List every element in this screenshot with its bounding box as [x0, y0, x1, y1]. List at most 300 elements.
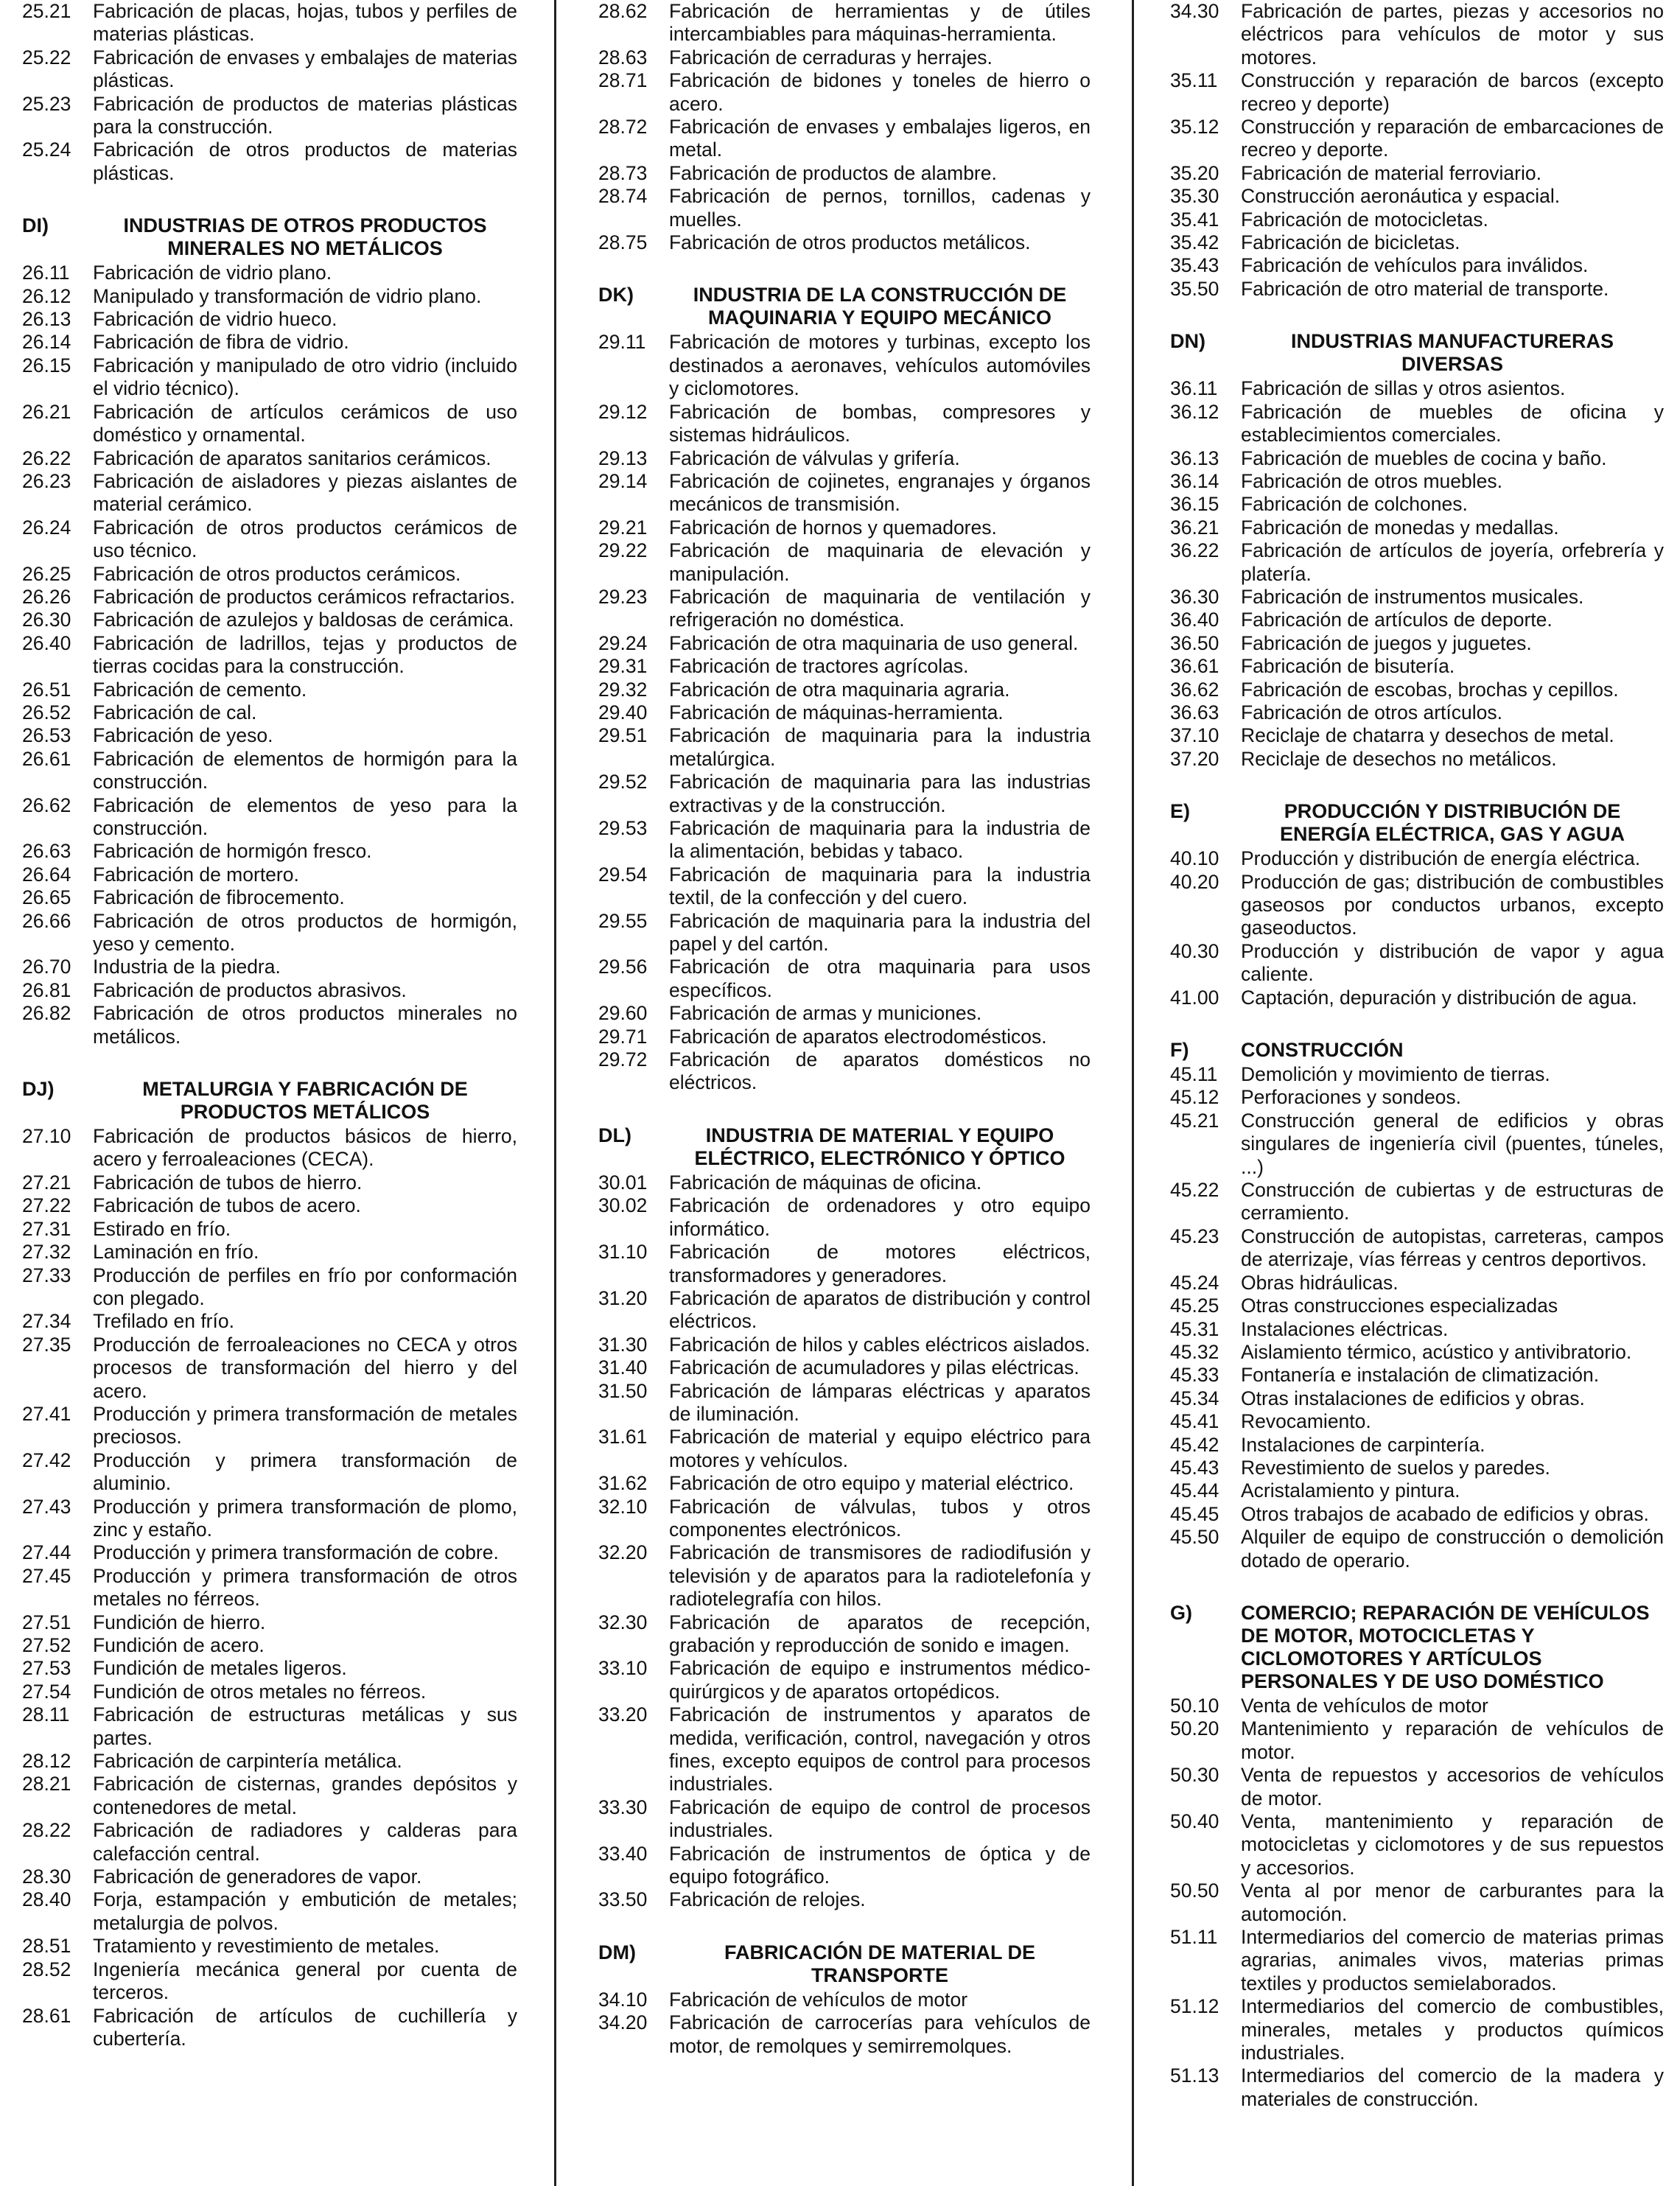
section-heading: [22, 214, 517, 260]
activity-description: Fabricación de yeso.: [93, 724, 273, 747]
activity-description: Construcción y reparación de barcos (excepto recreo y deporte): [1241, 69, 1664, 115]
activity-description: Fabricación de otra maquinaria para usos específicos.: [669, 956, 1091, 1001]
activity-code: 27.41: [22, 1402, 71, 1425]
activity-code: 27.32: [22, 1241, 71, 1264]
column-2: [598, 0, 1091, 2058]
activity-description: Fabricación de instrumentos y aparatos de medida, verificación, control, navegación y otros fines, excepto equipos de control para procesos industriales.: [669, 1703, 1091, 1796]
activity-code: 25.21: [22, 0, 71, 22]
activity-entry: [1170, 701, 1664, 724]
activity-code: 33.40: [598, 1842, 648, 1865]
activity-description: Fabricación de otros productos de materias plásticas.: [93, 139, 517, 184]
activity-entry: [22, 840, 517, 863]
activity-description: Fabricación de placas, hojas, tubos y perfiles de materias plásticas.: [93, 0, 517, 46]
activity-code: 34.20: [598, 2011, 648, 2034]
section-heading: [598, 1941, 1091, 1987]
activity-code: 41.00: [1170, 986, 1219, 1009]
activity-description: Fabricación de maquinaria para la industria metalúrgica.: [669, 724, 1091, 770]
activity-description: Perforaciones y sondeos.: [1241, 1086, 1462, 1109]
activity-description: Fabricación de muebles de oficina y establecimientos comerciales.: [1241, 400, 1664, 446]
activity-description: Fundición de otros metales no férreos.: [93, 1680, 427, 1703]
activity-entry: [1170, 1810, 1664, 1880]
activity-description: Fabricación de cemento.: [93, 678, 307, 701]
activity-entry: [22, 1958, 517, 2005]
activity-description: Fabricación de acumuladores y pilas eléctricas.: [669, 1356, 1079, 1379]
activity-code: 27.21: [22, 1171, 71, 1194]
activity-code: 26.11: [22, 262, 70, 284]
activity-description: Fabricación de aparatos de distribución y control eléctricos.: [669, 1286, 1091, 1333]
activity-entry: [598, 447, 1091, 470]
activity-code: 36.11: [1170, 377, 1218, 400]
activity-description: Fabricación de cojinetes, engranajes y órganos mecánicos de transmisión.: [669, 469, 1091, 516]
activity-code: 26.25: [22, 562, 71, 585]
activity-entry: [1170, 116, 1664, 162]
activity-code: 29.32: [598, 678, 648, 701]
activity-entry: [22, 886, 517, 909]
section-heading: [1170, 1602, 1664, 1693]
section-heading: [22, 1078, 517, 1124]
activity-entry: [22, 1703, 517, 1750]
activity-code: 35.42: [1170, 231, 1219, 254]
activity-description: Fabricación de válvulas y grifería.: [669, 446, 960, 469]
activity-description: Intermediarios del comercio de la madera y materiales de construcción.: [1241, 2064, 1664, 2110]
activity-code: 28.52: [22, 1958, 71, 1980]
activity-description: Fabricación de equipo e instrumentos médico-quirúrgicos y de aparatos ortopédicos.: [669, 1657, 1091, 1703]
activity-description: Fabricación de productos cerámicos refractarios.: [93, 585, 515, 608]
activity-description: Fabricación de otros artículos.: [1241, 701, 1502, 724]
activity-entry: [598, 1194, 1091, 1241]
activity-description: Fabricación de lámparas eléctricas y aparatos de iluminación.: [669, 1379, 1091, 1425]
activity-description: Venta, mantenimiento y reparación de motocicletas y ciclomotores y de sus repuestos y accesorios.: [1241, 1810, 1664, 1879]
activity-description: Fabricación de artículos de deporte.: [1241, 609, 1553, 631]
activity-entry: [22, 701, 517, 724]
activity-description: Fabricación de ordenadores y otro equipo informático.: [669, 1194, 1091, 1240]
activity-entry: [22, 1449, 517, 1496]
activity-description: Obras hidráulicas.: [1241, 1271, 1399, 1294]
section-heading: [1170, 800, 1664, 846]
activity-entry: [1170, 847, 1664, 870]
activity-description: Fabricación de envases y embalajes ligeros, en metal.: [669, 116, 1091, 161]
column-divider: [554, 0, 556, 2186]
activity-description: Fabricación de aparatos sanitarios cerámicos.: [93, 446, 491, 469]
activity-entry: [22, 516, 517, 563]
activity-entry: [598, 1888, 1091, 1911]
activity-entry: [22, 724, 517, 747]
activity-description: Fabricación de vidrio plano.: [93, 262, 332, 284]
activity-entry: [598, 1048, 1091, 1095]
activity-code: 50.30: [1170, 1764, 1219, 1787]
activity-entry: [22, 1935, 517, 1958]
activity-description: Fabricación de tubos de acero.: [93, 1194, 361, 1217]
activity-code: 45.33: [1170, 1364, 1219, 1387]
activity-code: 26.64: [22, 863, 71, 886]
activity-code: 50.50: [1170, 1880, 1219, 1902]
activity-description: Fabricación de artículos de cuchillería y cubertería.: [93, 2004, 517, 2050]
activity-entry: [1170, 1387, 1664, 1410]
activity-description: Fabricación de sillas y otros asientos.: [1241, 377, 1566, 400]
activity-description: Demolición y movimiento de tierras.: [1241, 1063, 1550, 1086]
activity-code: 45.24: [1170, 1271, 1219, 1294]
activity-code: 29.14: [598, 469, 648, 492]
activity-code: 26.53: [22, 724, 71, 747]
activity-code: 27.52: [22, 1634, 71, 1656]
activity-code: 33.20: [598, 1703, 648, 1726]
activity-entry: [598, 516, 1091, 539]
activity-description: Fabricación de equipo de control de procesos industriales.: [669, 1796, 1091, 1842]
activity-entry: [1170, 0, 1664, 69]
activity-entry: [598, 231, 1091, 254]
activity-code: 28.12: [22, 1750, 71, 1773]
activity-entry: [1170, 516, 1664, 539]
activity-entry: [22, 354, 517, 401]
activity-code: 36.21: [1170, 516, 1219, 539]
activity-description: Producción de perfiles en frío por conformación con plegado.: [93, 1264, 517, 1309]
activity-code: 26.15: [22, 354, 71, 376]
activity-description: Fabricación de relojes.: [669, 1888, 866, 1911]
activity-entry: [22, 1125, 517, 1171]
activity-description: Fabricación de vehículos de motor: [669, 1988, 968, 2011]
activity-entry: [598, 771, 1091, 817]
activity-entry: [598, 1796, 1091, 1843]
activity-description: Fabricación de otros productos minerales no metálicos.: [93, 1002, 517, 1048]
activity-description: Construcción de autopistas, carreteras, campos de aterrizaje, vías férreas y centros deportivos.: [1241, 1225, 1664, 1271]
section-heading: [1170, 1039, 1664, 1062]
section-title: CONSTRUCCIÓN: [1241, 1039, 1404, 1062]
activity-code: 51.13: [1170, 2064, 1219, 2087]
activity-description: Fabricación de hornos y quemadores.: [669, 516, 997, 539]
activity-description: Fabricación de mortero.: [93, 863, 299, 886]
activity-description: Manipulado y transformación de vidrio plano.: [93, 284, 482, 307]
activity-code: 27.42: [22, 1448, 71, 1471]
activity-entry: [598, 1472, 1091, 1495]
activity-entry: [22, 139, 517, 185]
activity-code: 29.24: [598, 631, 648, 654]
activity-entry: [22, 470, 517, 516]
activity-description: Construcción aeronáutica y espacial.: [1241, 185, 1561, 208]
activity-code: 28.71: [598, 69, 648, 92]
activity-code: 36.61: [1170, 655, 1219, 678]
activity-entry: [22, 285, 517, 308]
activity-code: 29.55: [598, 909, 648, 932]
activity-entry: [22, 1888, 517, 1935]
activity-description: Fabricación de cisternas, grandes depósitos y contenedores de metal.: [93, 1773, 517, 1818]
activity-description: Fabricación de armas y municiones.: [669, 1002, 982, 1025]
activity-description: Fabricación de azulejos y baldosas de cerámica.: [93, 609, 514, 631]
activity-entry: [1170, 2064, 1664, 2111]
activity-entry: [1170, 1926, 1664, 1995]
activity-code: 28.63: [598, 46, 648, 69]
activity-description: Fabricación de tractores agrícolas.: [669, 655, 969, 678]
activity-description: Fabricación de instrumentos musicales.: [1241, 585, 1584, 608]
activity-entry: [22, 1773, 517, 1819]
activity-entry: [598, 185, 1091, 231]
activity-entry: [598, 1657, 1091, 1703]
activity-entry: [22, 46, 517, 93]
activity-code: 27.10: [22, 1125, 71, 1148]
activity-description: Producción y distribución de energía eléctrica.: [1241, 847, 1641, 870]
activity-description: Fabricación de cal.: [93, 701, 257, 724]
activity-code: 26.24: [22, 516, 71, 539]
activity-code: 28.30: [22, 1866, 71, 1888]
activity-code: 45.50: [1170, 1526, 1219, 1549]
activity-description: Fabricación de monedas y medallas.: [1241, 516, 1559, 539]
activity-description: Fabricación de material ferroviario.: [1241, 161, 1541, 184]
activity-code: 35.41: [1170, 208, 1219, 231]
activity-description: Fabricación de productos básicos de hierro, acero y ferroaleaciones (CECA).: [93, 1125, 517, 1171]
activity-description: Fabricación de vehículos para inválidos.: [1241, 254, 1589, 277]
activity-code: 27.34: [22, 1310, 71, 1333]
activity-entry: [22, 0, 517, 46]
activity-description: Fabricación de envases y embalajes de materias plásticas.: [93, 46, 517, 92]
activity-description: Fabricación de aparatos electrodomésticos.: [669, 1025, 1047, 1048]
activity-code: 28.75: [598, 231, 648, 254]
activity-entry: [1170, 1341, 1664, 1364]
activity-code: 33.10: [598, 1657, 648, 1680]
activity-description: Fabricación de otra maquinaria agraria.: [669, 678, 1010, 701]
section-letter: DM): [598, 1941, 636, 1963]
activity-code: 27.31: [22, 1217, 71, 1240]
activity-entry: [1170, 1364, 1664, 1387]
activity-entry: [22, 1866, 517, 1888]
activity-entry: [1170, 162, 1664, 185]
activity-entry: [1170, 377, 1664, 400]
section-title: INDUSTRIAS DE OTROS PRODUCTOS MINERALES NO METÁLICOS: [123, 214, 487, 260]
activity-code: 29.12: [598, 400, 648, 423]
activity-code: 26.62: [22, 794, 71, 816]
activity-code: 32.30: [598, 1611, 648, 1633]
activity-entry: [1170, 632, 1664, 655]
activity-description: Fabricación de maquinaria de ventilación y refrigeración no doméstica.: [669, 585, 1091, 631]
activity-description: Fabricación de otros productos cerámicos.: [93, 562, 461, 585]
activity-code: 27.53: [22, 1657, 71, 1680]
activity-description: Otros trabajos de acabado de edificios y obras.: [1241, 1502, 1649, 1525]
activity-code: 25.23: [22, 92, 71, 115]
column-3: [1170, 0, 1664, 2111]
activity-description: Fabricación de motores eléctricos, transformadores y generadores.: [669, 1241, 1091, 1286]
activity-description: Forja, estampación y embutición de metales; metalurgia de polvos.: [93, 1888, 517, 1934]
activity-code: 51.11: [1170, 1926, 1218, 1949]
activity-entry: [1170, 185, 1664, 208]
column-1: [22, 0, 517, 2050]
activity-description: Producción y primera transformación de otros metales no férreos.: [93, 1564, 517, 1611]
activity-entry: [22, 1565, 517, 1611]
activity-entry: [22, 1657, 517, 1680]
activity-code: 28.11: [22, 1703, 70, 1726]
activity-code: 36.22: [1170, 539, 1219, 562]
activity-entry: [598, 470, 1091, 516]
activity-code: 26.23: [22, 469, 71, 492]
activity-code: 27.45: [22, 1564, 71, 1587]
activity-code: 29.56: [598, 956, 648, 978]
activity-description: Fabricación de maquinaria para las industrias extractivas y de la construcción.: [669, 771, 1091, 816]
activity-entry: [598, 331, 1091, 400]
activity-entry: [598, 679, 1091, 701]
section-letter: DL): [598, 1124, 631, 1146]
activity-description: Industria de la piedra.: [93, 956, 281, 978]
activity-entry: [22, 1750, 517, 1773]
activity-code: 36.12: [1170, 400, 1219, 423]
activity-entry: [22, 1334, 517, 1403]
section-title: INDUSTRIAS MANUFACTURERAS DIVERSAS: [1291, 330, 1614, 376]
activity-code: 29.72: [598, 1048, 648, 1071]
activity-entry: [22, 1241, 517, 1264]
activity-entry: [598, 1496, 1091, 1542]
activity-entry: [22, 586, 517, 609]
activity-entry: [598, 2011, 1091, 2058]
section-letter: E): [1170, 800, 1190, 823]
activity-entry: [1170, 1086, 1664, 1109]
activity-code: 32.10: [598, 1495, 648, 1518]
activity-entry: [1170, 1318, 1664, 1341]
activity-entry: [22, 679, 517, 701]
activity-code: 27.33: [22, 1264, 71, 1286]
activity-code: 26.82: [22, 1002, 71, 1025]
activity-entry: [22, 1194, 517, 1217]
section-heading: [598, 1124, 1091, 1170]
activity-code: 28.51: [22, 1935, 71, 1958]
activity-code: 28.74: [598, 185, 648, 208]
activity-code: 26.70: [22, 956, 71, 978]
activity-code: 45.45: [1170, 1502, 1219, 1525]
activity-code: 27.44: [22, 1541, 71, 1564]
activity-entry: [598, 1026, 1091, 1048]
activity-entry: [598, 1843, 1091, 1889]
activity-code: 26.13: [22, 308, 71, 331]
activity-entry: [22, 794, 517, 841]
activity-entry: [22, 93, 517, 139]
activity-description: Producción y primera transformación de metales preciosos.: [93, 1402, 517, 1448]
activity-entry: [1170, 1410, 1664, 1433]
activity-description: Ingeniería mecánica general por cuenta de terceros.: [93, 1958, 517, 2004]
activity-code: 36.62: [1170, 678, 1219, 701]
activity-description: Fabricación de bombas, compresores y sistemas hidráulicos.: [669, 400, 1091, 446]
activity-code: 45.25: [1170, 1295, 1219, 1317]
activity-description: Producción de ferroaleaciones no CECA y otros procesos de transformación del hierro y del acero.: [93, 1333, 517, 1402]
activity-entry: [598, 1611, 1091, 1658]
section-letter: G): [1170, 1601, 1192, 1624]
activity-description: Fabricación de cerraduras y herrajes.: [669, 46, 993, 69]
activity-entry: [598, 69, 1091, 116]
activity-code: 50.40: [1170, 1810, 1219, 1832]
activity-code: 29.51: [598, 724, 648, 747]
activity-entry: [22, 308, 517, 331]
activity-description: Fabricación de fibra de vidrio.: [93, 331, 349, 354]
activity-code: 26.22: [22, 446, 71, 469]
activity-code: 45.43: [1170, 1456, 1219, 1479]
activity-code: 25.22: [22, 46, 71, 69]
activity-code: 33.30: [598, 1796, 648, 1818]
activity-description: Venta de vehículos de motor: [1241, 1694, 1488, 1717]
activity-code: 37.20: [1170, 747, 1219, 770]
activity-entry: [598, 46, 1091, 69]
activity-description: Venta de repuestos y accesorios de vehículos de motor.: [1241, 1764, 1664, 1810]
activity-description: Fontanería e instalación de climatización.: [1241, 1364, 1600, 1387]
activity-entry: [22, 956, 517, 978]
activity-code: 26.65: [22, 886, 71, 909]
activity-description: Fabricación de productos abrasivos.: [93, 978, 407, 1001]
activity-code: 45.12: [1170, 1086, 1219, 1109]
activity-code: 45.41: [1170, 1410, 1219, 1433]
activity-entry: [22, 1002, 517, 1048]
activity-entry: [598, 956, 1091, 1002]
activity-description: Fabricación de artículos de joyería, orfebrería y platería.: [1241, 539, 1664, 585]
activity-entry: [598, 1989, 1091, 2011]
activity-description: Fabricación de máquinas-herramienta.: [669, 701, 1004, 724]
activity-code: 30.01: [598, 1171, 648, 1194]
activity-entry: [598, 1171, 1091, 1194]
activity-entry: [1170, 1880, 1664, 1926]
activity-description: Fabricación de artículos cerámicos de uso doméstico y ornamental.: [93, 400, 517, 446]
activity-code: 30.02: [598, 1194, 648, 1217]
activity-description: Fabricación de otro material de transporte.: [1241, 277, 1609, 300]
activity-code: 31.62: [598, 1472, 648, 1495]
section-letter: F): [1170, 1039, 1189, 1062]
activity-code: 29.53: [598, 817, 648, 839]
activity-description: Venta al por menor de carburantes para la automoción.: [1241, 1880, 1664, 1925]
activity-description: Reciclaje de desechos no metálicos.: [1241, 747, 1557, 770]
activity-entry: [22, 331, 517, 354]
activity-code: 35.20: [1170, 161, 1219, 184]
activity-entry: [1170, 1272, 1664, 1295]
activity-entry: [22, 262, 517, 284]
activity-entry: [598, 701, 1091, 724]
activity-description: Fabricación de bicicletas.: [1241, 231, 1460, 254]
activity-code: 29.52: [598, 771, 648, 794]
activity-description: Fabricación de vidrio hueco.: [93, 308, 337, 331]
activity-code: 26.30: [22, 609, 71, 631]
activity-code: 45.31: [1170, 1317, 1219, 1340]
activity-description: Fabricación de máquinas de oficina.: [669, 1171, 982, 1194]
activity-code: 27.54: [22, 1680, 71, 1703]
activity-entry: [1170, 1717, 1664, 1764]
activity-description: Alquiler de equipo de construcción o demolición dotado de operario.: [1241, 1526, 1664, 1572]
activity-description: Fabricación de aparatos de recepción, grabación y reproducción de sonido e imagen.: [669, 1611, 1091, 1656]
activity-description: Fabricación de transmisores de radiodifusión y televisión y de aparatos para la radiotelefonía y radiotelegrafía con hilos.: [669, 1541, 1091, 1611]
activity-code: 35.50: [1170, 277, 1219, 300]
activity-code: 26.63: [22, 840, 71, 863]
activity-entry: [1170, 1695, 1664, 1717]
activity-description: Fundición de acero.: [93, 1634, 265, 1656]
activity-entry: [598, 1287, 1091, 1334]
activity-description: Instalaciones eléctricas.: [1241, 1317, 1449, 1340]
activity-entry: [598, 1426, 1091, 1472]
activity-code: 29.11: [598, 331, 646, 354]
activity-entry: [22, 401, 517, 447]
activity-code: 45.23: [1170, 1225, 1219, 1247]
activity-code: 50.20: [1170, 1717, 1219, 1740]
activity-entry: [598, 162, 1091, 185]
activity-code: 26.52: [22, 701, 71, 724]
activity-entry: [1170, 1764, 1664, 1810]
activity-code: 37.10: [1170, 724, 1219, 747]
activity-entry: [1170, 493, 1664, 516]
activity-description: Fundición de hierro.: [93, 1611, 266, 1633]
activity-entry: [22, 1819, 517, 1866]
activity-code: 45.44: [1170, 1479, 1219, 1502]
activity-entry: [598, 116, 1091, 162]
activity-description: Intermediarios del comercio de combustibles, minerales, metales y productos químicos industriales.: [1241, 1995, 1664, 2064]
activity-entry: [22, 910, 517, 956]
activity-code: 31.50: [598, 1379, 648, 1402]
activity-entry: [598, 632, 1091, 655]
activity-description: Revestimiento de suelos y paredes.: [1241, 1456, 1550, 1479]
activity-code: 35.43: [1170, 254, 1219, 277]
activity-code: 27.43: [22, 1495, 71, 1518]
activity-code: 28.40: [22, 1888, 71, 1911]
activity-code: 45.21: [1170, 1109, 1219, 1132]
activity-entry: [22, 1541, 517, 1564]
activity-code: 26.21: [22, 400, 71, 423]
activity-code: 31.61: [598, 1426, 648, 1448]
